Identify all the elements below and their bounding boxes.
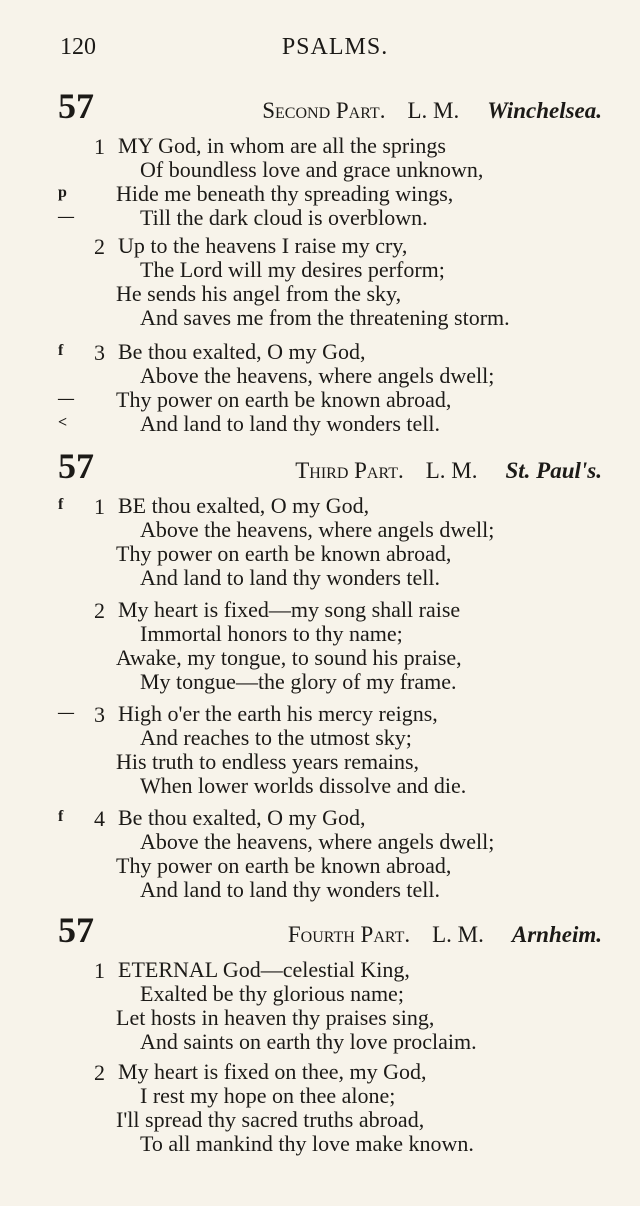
dynamic-mark: f (58, 496, 64, 513)
part-label: Third Part. (295, 458, 404, 483)
verse-number: 3 (94, 702, 105, 727)
verse-number: 3 (94, 340, 105, 365)
hymn-number: 57 (58, 910, 94, 950)
verse-line: MY God, in whom are all the springs (118, 133, 446, 158)
verse-line: Above the heavens, where angels dwell; (140, 363, 495, 388)
verse-line: And land to land thy wonders tell. (140, 565, 441, 590)
verse-line: Of boundless love and grace unknown, (140, 157, 484, 182)
verse-number: 1 (94, 494, 105, 519)
running-head: PSALMS. (281, 34, 389, 60)
verse-line: Let hosts in heaven thy praises sing, (116, 1005, 435, 1030)
hymn-heading (262, 98, 602, 124)
verse-number: 2 (94, 234, 105, 259)
verse-line: My heart is fixed on thee, my God, (118, 1059, 427, 1084)
dynamic-mark: — (58, 208, 74, 225)
verse-line: Hide me beneath thy spreading wings, (116, 181, 454, 206)
part-label: Fourth Part. (287, 922, 411, 947)
hymn-heading (288, 922, 602, 948)
verse-line: And reaches to the utmost sky; (140, 725, 412, 750)
page-number: 120 (60, 34, 96, 60)
tune-name: St. Paul's. (505, 458, 602, 483)
verse-line: My tongue—the glory of my frame. (140, 669, 457, 694)
verse-number: 2 (94, 1060, 105, 1085)
verse-line: The Lord will my desires perform; (140, 257, 445, 282)
hymn-heading (295, 458, 602, 484)
tune-name: Winchelsea. (487, 98, 602, 123)
verse-line: My heart is fixed—my song shall raise (118, 597, 461, 622)
dynamic-mark: — (58, 390, 74, 407)
verse-line: BE thou exalted, O my God, (118, 493, 370, 518)
verse-line: Thy power on earth be known abroad, (116, 387, 452, 412)
part-label: Second Part. (262, 98, 386, 123)
verse-line: High o'er the earth his mercy reigns, (118, 701, 438, 726)
verse-line: Be thou exalted, O my God, (118, 339, 366, 364)
verse-line: When lower worlds dissolve and die. (140, 773, 467, 798)
verse-number: 4 (94, 806, 105, 831)
verse-line: Up to the heavens I raise my cry, (118, 233, 408, 258)
verse-line: Thy power on earth be known abroad, (116, 853, 452, 878)
verse-line: Above the heavens, where angels dwell; (140, 829, 495, 854)
verse-line: He sends his angel from the sky, (116, 281, 402, 306)
dynamic-mark: — (58, 704, 74, 721)
verse-line: Awake, my tongue, to sound his praise, (116, 645, 462, 670)
meter-label: L. M. (432, 922, 484, 947)
verse-line: And land to land thy wonders tell. (140, 877, 441, 902)
verse-line: And land to land thy wonders tell. (140, 411, 441, 436)
verse-line: And saves me from the threatening storm. (140, 305, 510, 330)
verse-line: Till the dark cloud is overblown. (140, 205, 428, 230)
verse-number: 2 (94, 598, 105, 623)
verse-line: ETERNAL God—celestial King, (118, 957, 410, 982)
verse-line: Immortal honors to thy name; (140, 621, 403, 646)
verse-number: 1 (94, 134, 105, 159)
verse-line: His truth to endless years remains, (116, 749, 420, 774)
dynamic-mark: f (58, 808, 64, 825)
verse-line: Thy power on earth be known abroad, (116, 541, 452, 566)
meter-label: L. M. (407, 98, 460, 123)
verse-number: 1 (94, 958, 105, 983)
verse-line: I'll spread thy sacred truths abroad, (116, 1107, 425, 1132)
verse-line: Above the heavens, where angels dwell; (140, 517, 495, 542)
dynamic-mark: f (58, 342, 64, 359)
hymn-number: 57 (58, 86, 94, 126)
meter-label: L. M. (425, 458, 478, 483)
verse-line: I rest my hope on thee alone; (140, 1083, 396, 1108)
verse-line: Be thou exalted, O my God, (118, 805, 366, 830)
hymn-number: 57 (58, 446, 94, 486)
dynamic-mark: p (58, 184, 67, 201)
verse-line: To all mankind thy love make known. (140, 1131, 474, 1156)
tune-name: Arnheim. (511, 922, 602, 947)
verse-line: And saints on earth thy love proclaim. (140, 1029, 477, 1054)
dynamic-mark: < (58, 414, 68, 431)
verse-line: Exalted be thy glorious name; (140, 981, 404, 1006)
